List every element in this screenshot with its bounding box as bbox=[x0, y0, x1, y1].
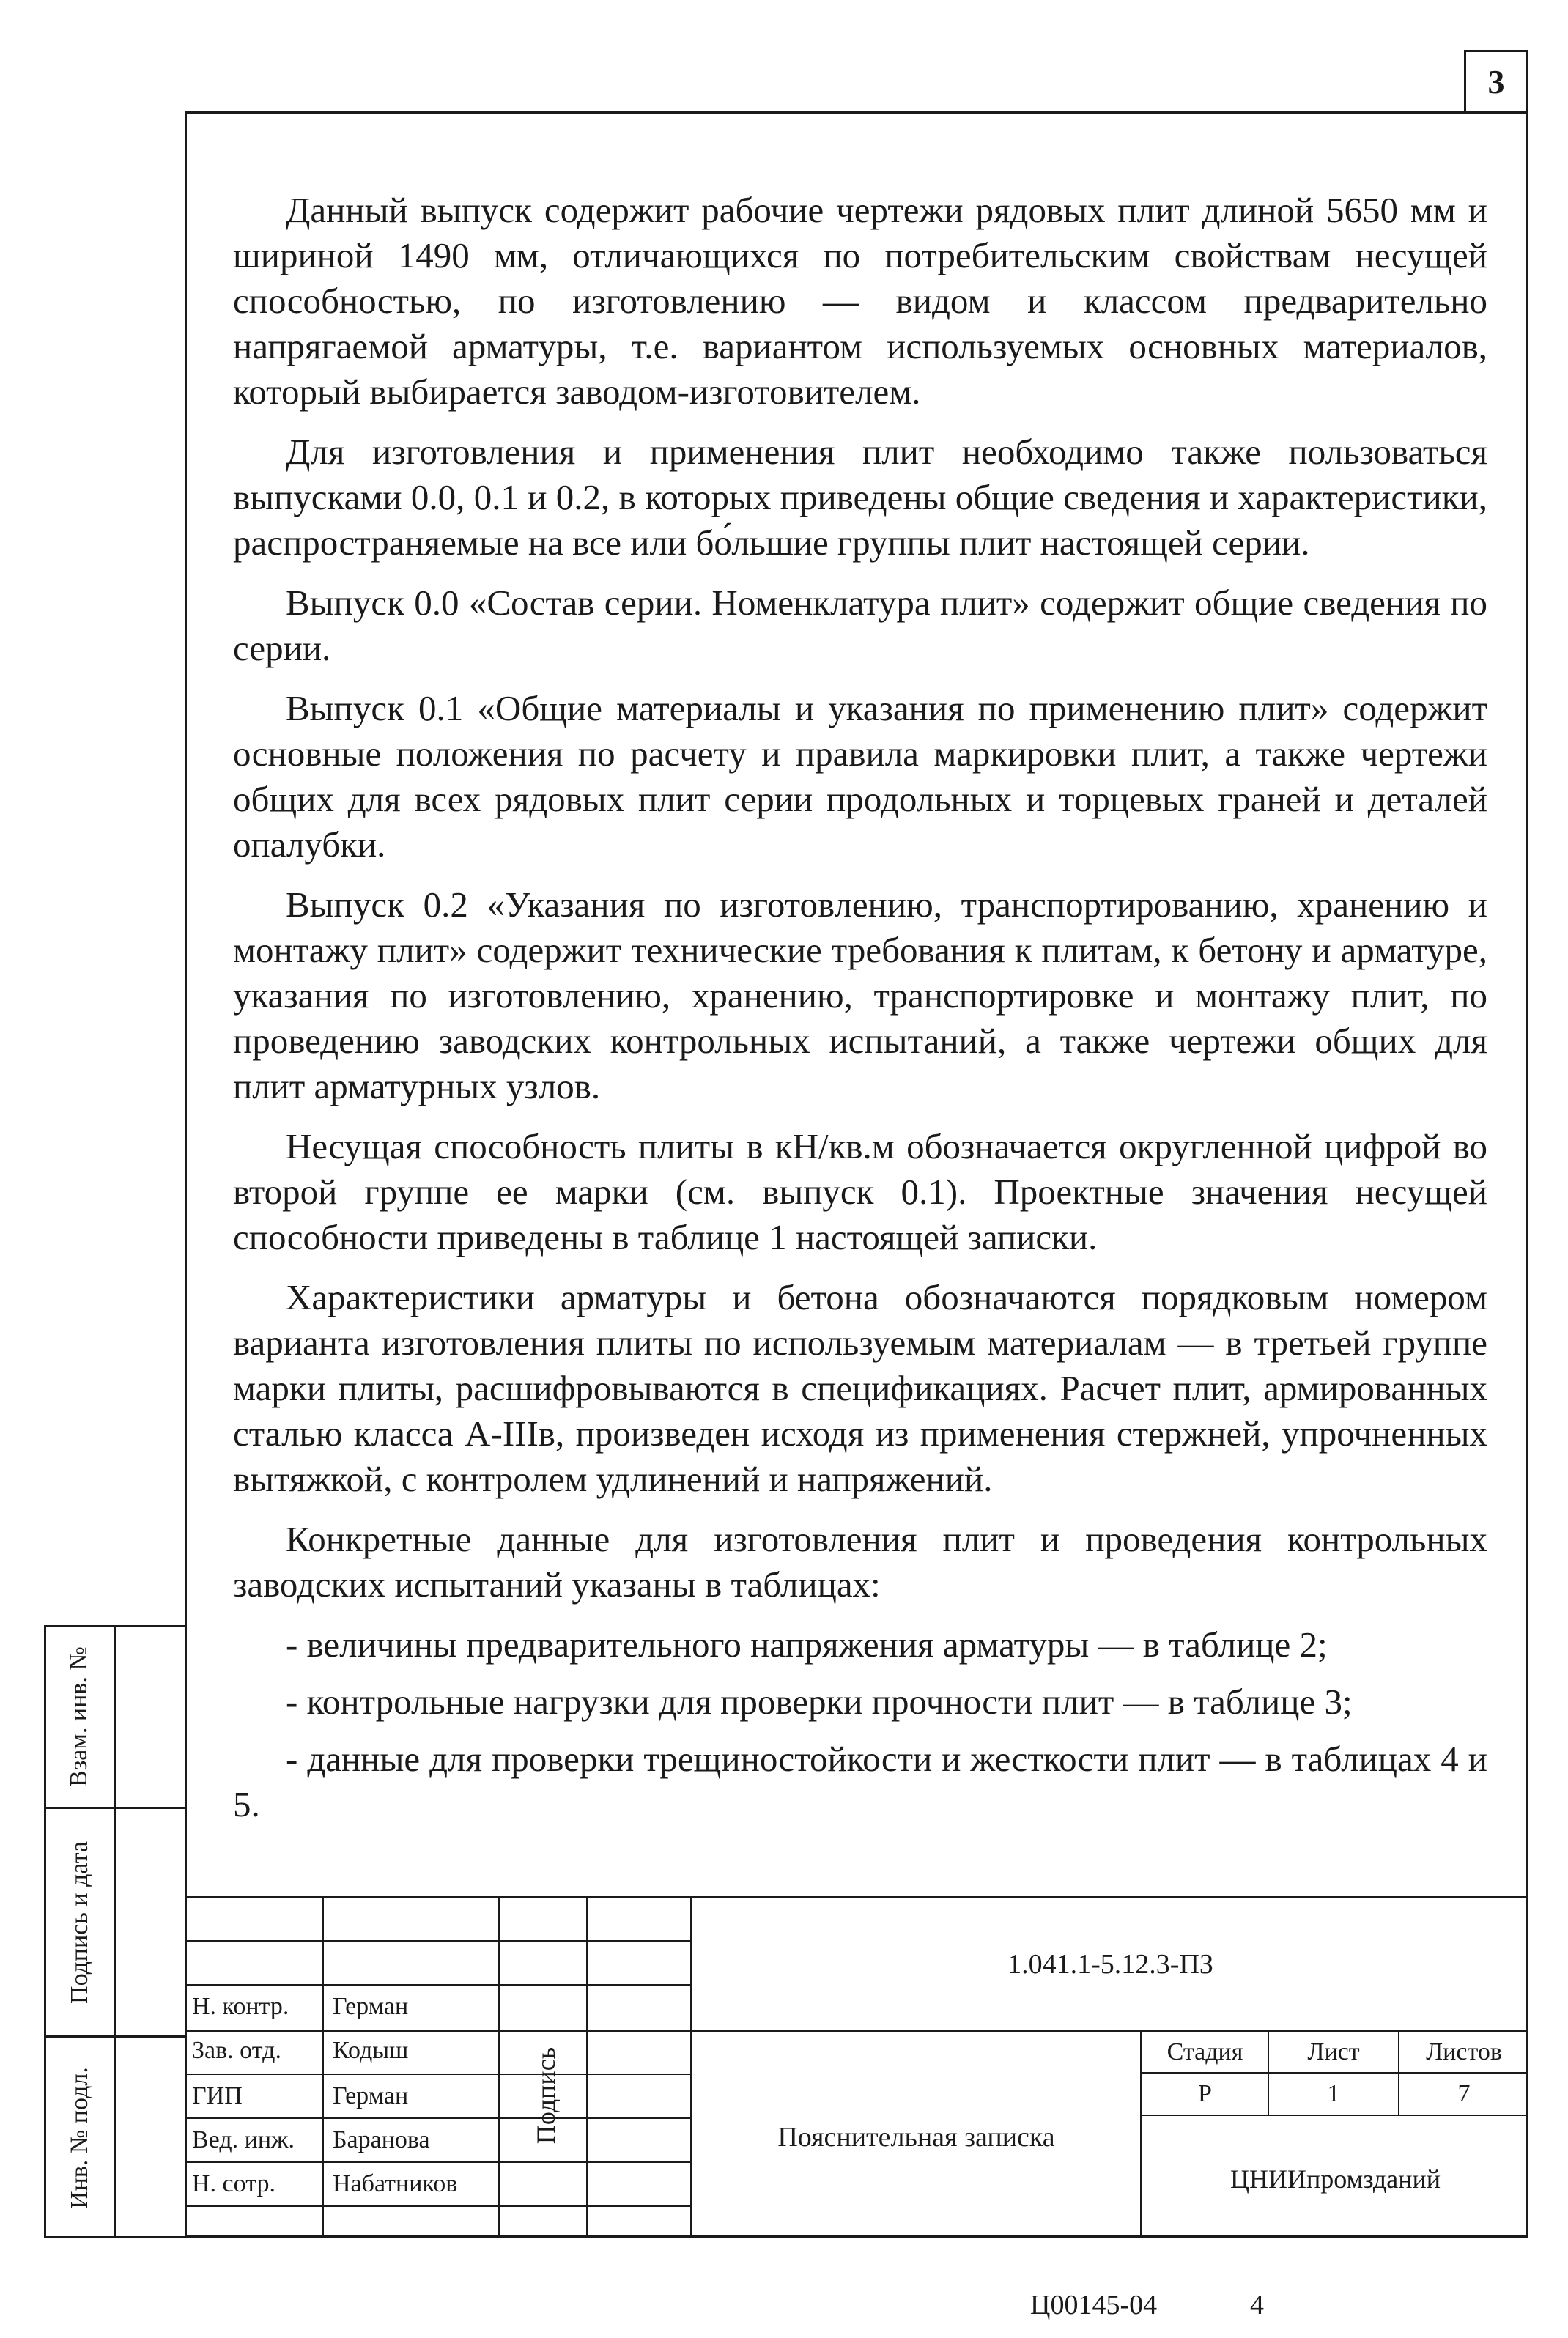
paragraph: Несущая способность плиты в кН/кв.м обозначается округленной цифрой во второй группе ее марки (см. выпуск 0.1). Проектные значения несущей способности приведены в таблице 1 настоящей записки. bbox=[233, 1126, 1487, 1257]
role-label: Зав. отд. bbox=[192, 2037, 281, 2064]
role-label: ГИП bbox=[192, 2082, 243, 2109]
person-name: Герман bbox=[333, 1993, 409, 2020]
organization-name: ЦНИИпромзданий bbox=[1229, 2164, 1441, 2194]
sheets-header: Листов bbox=[1426, 2038, 1502, 2065]
person-name: Кодыш bbox=[333, 2037, 409, 2064]
list-item: - величины предварительного напряжения арматуры — в таблице 2; bbox=[286, 1624, 1328, 1665]
paragraph: Конкретные данные для изготовления плит и проведения контрольных заводских испытаний указаны в таблицах: bbox=[233, 1519, 1487, 1605]
person-name: Набатников bbox=[333, 2170, 458, 2197]
explanatory-text bbox=[233, 188, 1487, 1839]
page-number: 4 bbox=[1250, 2290, 1264, 2320]
signature-label: Подпись bbox=[531, 2046, 561, 2145]
sheet-value: 1 bbox=[1327, 2080, 1340, 2107]
role-label: Вед. инж. bbox=[192, 2126, 295, 2153]
list-item: - данные для проверки трещиностойкости и жесткости плит — в таблицах 4 и 5. bbox=[233, 1739, 1487, 1824]
person-name: Баранова bbox=[333, 2126, 430, 2153]
paragraph: Характеристики арматуры и бетона обозначаются порядковым номером варианта изготовления плиты по используемым материалам — в третьей группе марки плиты, расшифровываются в спецификациях. Расчет плит, армированных сталью класса А-IIIв, произведен исходя из применения стержней, упрочненных вытяжкой, с контролем удлинений и напряжений. bbox=[233, 1277, 1487, 1499]
archive-code: Ц00145-04 bbox=[1030, 2290, 1158, 2320]
sheet-header: Лист bbox=[1307, 2038, 1360, 2065]
paragraph: Выпуск 0.0 «Состав серии. Номенклатура плит» содержит общие сведения по серии. bbox=[233, 582, 1487, 668]
sheets-value: 7 bbox=[1457, 2080, 1471, 2107]
document-name: Пояснительная записка bbox=[777, 2122, 1055, 2153]
stage-header: Стадия bbox=[1166, 2038, 1243, 2065]
list-item: - контрольные нагрузки для проверки прочности плит — в таблице 3; bbox=[286, 1682, 1353, 1722]
inv-podl-label: Инв. № подл. bbox=[66, 2067, 93, 2209]
sheet-number: 3 bbox=[1464, 50, 1528, 111]
person-name: Герман bbox=[333, 2082, 409, 2109]
stage-value: Р bbox=[1198, 2080, 1212, 2107]
paragraph: Для изготовления и применения плит необходимо также пользоваться выпусками 0.0, 0.1 и 0.2, в которых приведены общие сведения и характеристики, распространяемые на все или бо́льшие группы плит настоящей серии. bbox=[233, 432, 1487, 563]
role-label: Н. сотр. bbox=[192, 2170, 275, 2197]
paragraph: Выпуск 0.2 «Указания по изготовлению, транспортированию, хранению и монтажу плит» содержит технические требования к плитам, к бетону и арматуре, указания по изготовлению, хранению, транспортировке и монтажу плит, по проведению заводских контрольных испытаний, а также чертежи общих для плит арматурных узлов. bbox=[233, 884, 1487, 1106]
paragraph: Данный выпуск содержит рабочие чертежи рядовых плит длиной 5650 мм и шириной 1490 мм, отличающихся по потребительским свойствам несущей способностью, по изготовлению — видом и классом предварительно напрягаемой арматуры, т.е. вариантом используемых основных материалов, который выбирается заводом-изготовителем. bbox=[233, 190, 1487, 412]
vzam-inv-label: Взам. инв. № bbox=[65, 1646, 92, 1787]
document-designation: 1.041.1-5.12.3-ПЗ bbox=[1007, 1949, 1213, 1980]
podpis-data-label: Подпись и дата bbox=[66, 1841, 93, 2004]
role-label: Н. контр. bbox=[192, 1993, 289, 2020]
paragraph: Выпуск 0.1 «Общие материалы и указания по применению плит» содержит основные положения по расчету и правила маркировки плит, а также чертежи общих для всех рядовых плит серии продольных и торцевых граней и деталей опалубки. bbox=[233, 688, 1487, 865]
